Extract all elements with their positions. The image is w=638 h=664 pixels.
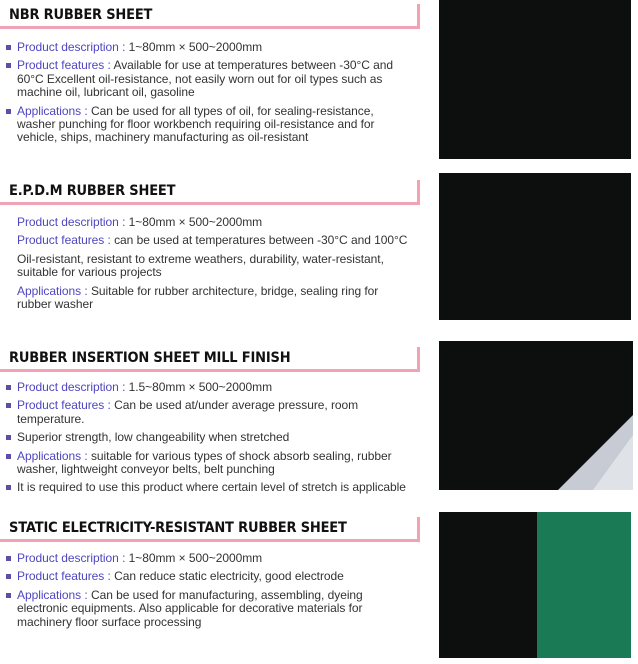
product-features: Product features : Can be used at/under average pressure, room temperature. [6,399,414,426]
insertion-sheet-image [439,341,633,490]
bullet-icon [6,556,11,561]
nbr-sheet-image [439,0,631,159]
product-features: Product features : Can reduce static electricity, good electrode [6,570,414,583]
bullet-icon [6,63,11,68]
section-title: STATIC ELECTRICITY-RESISTANT RUBBER SHEET [0,517,420,542]
section-title: RUBBER INSERTION SHEET MILL FINISH [0,347,420,372]
black-sheet [439,512,537,658]
section-static-resistant-sheet [0,517,422,634]
usage-note: It is required to use this product where certain level of stretch is applicable [6,481,414,494]
bullet-icon [6,435,11,440]
bullet-icon [6,485,11,490]
epdm-sheet-image [439,173,631,320]
folded-corner-highlight [593,435,633,490]
product-features: Product features : Available for use at temperatures between -30°C and 60°C Excellent oil-resistance, not easily worn out for oil types such as machine oil, lubricant oil, gasoline [6,59,414,99]
bullet-icon [6,454,11,459]
applications: Applications : suitable for various types of shock absorb sealing, rubber washer, lightweight conveyor belts, belt punching [6,450,414,477]
features-detail: Oil-resistant, resistant to extreme weathers, durability, water-resistant, suitable for various projects [17,251,384,280]
product-description: Product description : 1~80mm × 500~2000mm [6,41,414,54]
section-title: NBR RUBBER SHEET [0,4,420,29]
bullet-icon [6,593,11,598]
green-sheet [537,512,631,658]
strength-note: Superior strength, low changeability when stretched [6,431,414,444]
product-features: Product features : can be used at temperatures between -30°C and 100°C [17,233,408,248]
static-sheet-image [439,512,631,658]
applications: Applications : Can be used for manufacturing, assembling, dyeing electronic equipments. Also applicable for decorative materials for machinery floor surface processing [6,589,414,629]
bullet-icon [6,574,11,579]
product-description: Product description : 1~80mm × 500~2000mm [6,552,414,565]
bullet-icon [6,109,11,114]
applications: Applications : Can be used for all types of oil, for sealing-resistance, washer punching for floor workbench requiring oil-resistance and for vehicle, ships, machinery manufacturing as oil-resistant [6,105,414,145]
section-nbr-rubber-sheet [0,4,422,150]
section-epdm-rubber-sheet [0,180,422,316]
product-description: Product description : 1.5~80mm × 500~2000mm [6,381,414,394]
bullet-icon [6,403,11,408]
bullet-icon [6,45,11,50]
applications: Applications : Suitable for rubber architecture, bridge, sealing ring for rubber washer [17,283,379,312]
product-description: Product description : 1~80mm × 500~2000mm [17,215,263,229]
section-title: E.P.D.M RUBBER SHEET [0,180,420,205]
section-rubber-insertion-sheet [0,347,422,500]
bullet-icon [6,385,11,390]
